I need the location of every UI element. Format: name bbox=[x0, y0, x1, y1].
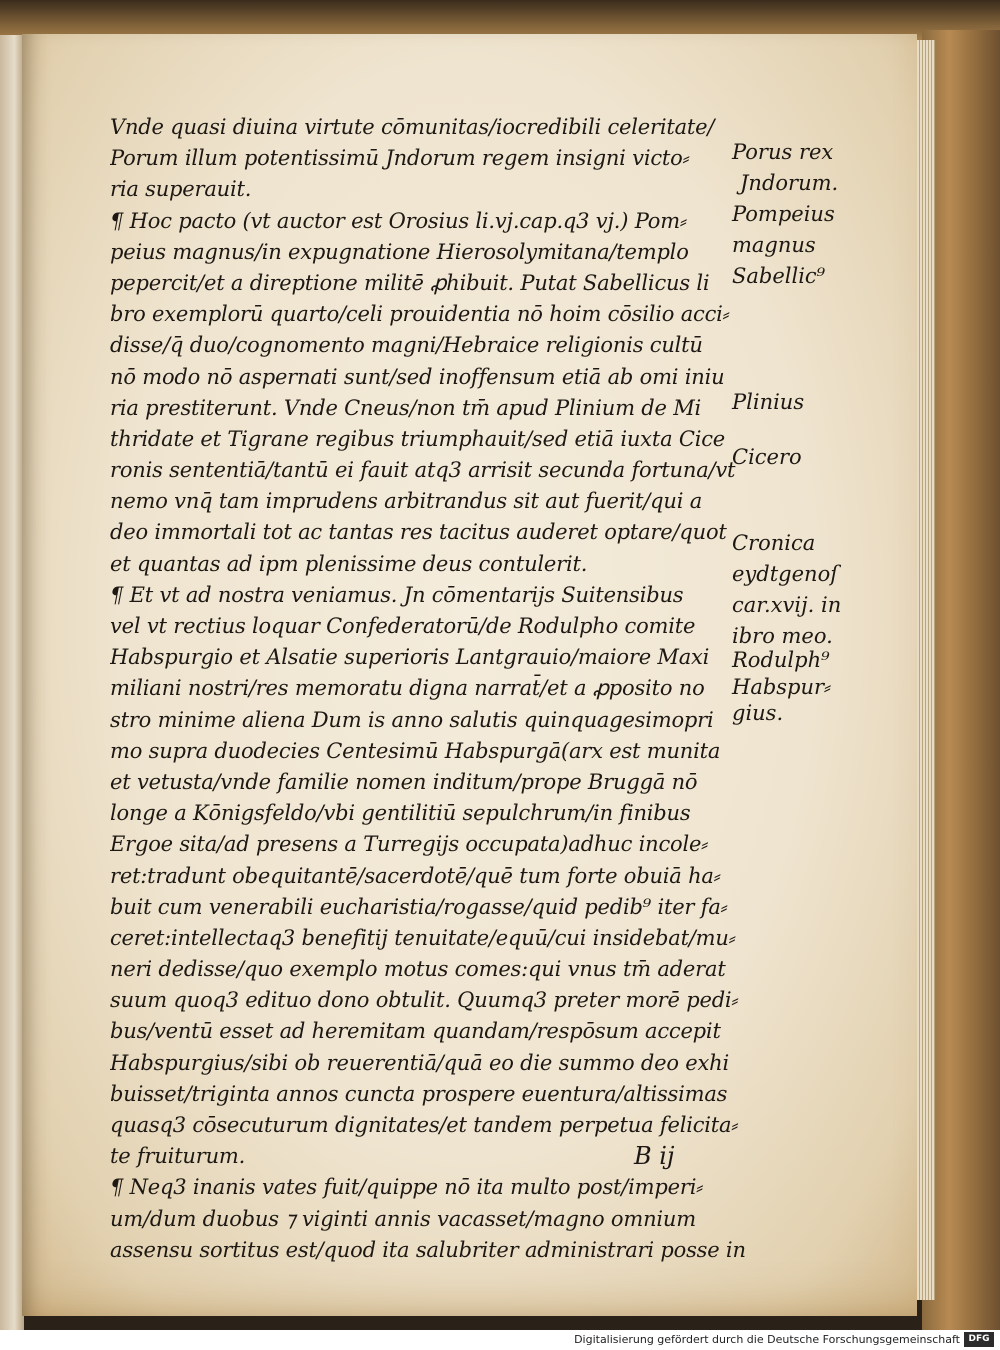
text-line: nemo vnq̄ tam imprudens arbitrandus sit aut fuerit/qui a bbox=[110, 489, 703, 514]
text-line: nō modo nō aspernati sunt/sed inoffensum etiā ab omi iniu bbox=[110, 364, 725, 389]
text-line: Habspurgius/sibi ob reuerentiā/quā eo die summo deo exhi bbox=[110, 1050, 729, 1075]
marginal-note: Jndorum. bbox=[740, 171, 839, 195]
dfg-logo: DFG bbox=[964, 1332, 994, 1347]
text-line: peius magnus/in expugnatione Hierosolymitana/templo bbox=[110, 239, 689, 264]
text-line: ret:tradunt obequitantē/sacerdotē/quē tum forte obuiā ha⸗ bbox=[110, 863, 721, 888]
text-line: mo supra duodecies Centesimū Habspurgā(arx est munita bbox=[110, 738, 721, 763]
text-line: ¶ Et vt ad nostra veniamus. Jn cōmentarijs Suitensibus bbox=[110, 582, 684, 607]
text-line: bro exemplorū quarto/celi prouidentia nō hoim cōsilio acci⸗ bbox=[110, 302, 730, 327]
text-line: ceret:intellectaq3 benefitij tenuitate/equū/cui insidebat/mu⸗ bbox=[110, 925, 736, 950]
text-line: buit cum venerabili eucharistia/rogasse/quid pedib⁹ iter fa⸗ bbox=[110, 894, 728, 919]
footer-credit: Digitalisierung gefördert durch die Deutsche Forschungsgemeinschaft bbox=[574, 1333, 960, 1346]
text-line: pepercit/et a direptione militē ꝓhibuit. Putat Sabellicus li bbox=[110, 270, 710, 295]
text-line: suum quoq3 edituo dono obtulit. Quumq3 preter morē pedi⸗ bbox=[110, 988, 739, 1013]
text-line: te fruiturum. bbox=[110, 1144, 246, 1169]
text-line: vel vt rectius loquar Confederatorū/de Rodulpho comite bbox=[110, 614, 696, 638]
text-line: bus/ventū esset ad heremitam quandam/respōsum accepit bbox=[110, 1019, 721, 1044]
text-line: um/dum duobus ⁊ viginti annis vacasset/magno omnium bbox=[110, 1206, 696, 1231]
marginal-note: magnus bbox=[732, 233, 816, 257]
facing-page-edge bbox=[0, 35, 24, 1330]
marginal-note: Sabellic⁹ bbox=[732, 264, 826, 288]
text-line: ronis sententiā/tantū ei fauit atq3 arrisit secunda fortuna/vt bbox=[110, 458, 736, 483]
text-line: thridate et Tigrane regibus triumphauit/sed etiā iuxta Cice bbox=[110, 426, 726, 451]
signature-mark: B ij bbox=[634, 1142, 675, 1170]
text-line: stro minime aliena Dum is anno salutis quinquagesimopri bbox=[110, 707, 714, 732]
text-line: buisset/triginta annos cuncta prospere euentura/altissimas bbox=[110, 1081, 728, 1106]
marginal-note: Plinius bbox=[732, 390, 805, 414]
text-line: ria prestiterunt. Vnde Cneus/non tm̄ apud Plinium de Mi bbox=[110, 395, 702, 420]
text-line: Vnde quasi diuina virtute cōmunitas/iocredibili celeritate/ bbox=[110, 115, 715, 139]
marginal-note: Rodulph⁹ bbox=[732, 648, 830, 672]
marginal-note: ibro meo. bbox=[732, 624, 833, 648]
marginal-note: Cronica bbox=[732, 531, 816, 555]
text-line: disse/q̄ duo/cognomento magni/Hebraice religionis cultū bbox=[110, 333, 703, 358]
text-line: ria superauit. bbox=[110, 177, 252, 202]
marginal-note: eydtgenoſ bbox=[732, 562, 838, 586]
marginal-note: Cicero bbox=[732, 445, 802, 469]
marginal-note: car.xvij. in bbox=[732, 593, 842, 617]
marginal-note: Habspur⸗ bbox=[732, 675, 832, 699]
text-line: neri dedisse/quo exemplo motus comes:qui vnus tm̄ aderat bbox=[110, 957, 726, 982]
text-line: et quantas ad ipm plenissime deus contulerit. bbox=[110, 551, 588, 576]
text-line: ¶ Neq3 inanis vates fuit/quippe nō ita multo post/imperi⸗ bbox=[110, 1175, 704, 1200]
main-text-block bbox=[110, 112, 750, 1266]
text-line: miliani nostri/res memoratu digna narrat̄/et a ꝓposito no bbox=[110, 676, 705, 701]
text-line: et vetusta/vnde familie nomen inditum/prope Bruggā nō bbox=[110, 769, 698, 794]
text-line: deo immortali tot ac tantas res tacitus auderet optare/quot bbox=[110, 520, 727, 545]
text-line: Porum illum potentissimū Jndorum regem insigni victo⸗ bbox=[110, 146, 690, 171]
text-line: longe a Kōnigsfeldo/vbi gentilitiū sepulchrum/in finibus bbox=[110, 801, 691, 826]
text-line: ¶ Hoc pacto (vt auctor est Orosius li.vj.cap.q3 vj.) Pom⸗ bbox=[110, 208, 687, 233]
text-line: quasq3 cōsecuturum dignitates/et tandem perpetua felicita⸗ bbox=[110, 1113, 739, 1137]
text-line: assensu sortitus est/quod ita salubriter administrari posse in bbox=[110, 1237, 746, 1262]
marginal-note: gius. bbox=[732, 701, 784, 725]
footer-bar bbox=[0, 1330, 1000, 1350]
text-line: Habspurgio et Alsatie superioris Lantgrauio/maiore Maxi bbox=[110, 645, 710, 670]
marginal-note: Porus rex bbox=[732, 140, 834, 164]
marginal-note: Pompeius bbox=[732, 202, 835, 226]
book-page bbox=[22, 34, 917, 1316]
text-line: Ergoe sita/ad presens a Turregijs occupata)adhuc incole⸗ bbox=[110, 832, 709, 857]
